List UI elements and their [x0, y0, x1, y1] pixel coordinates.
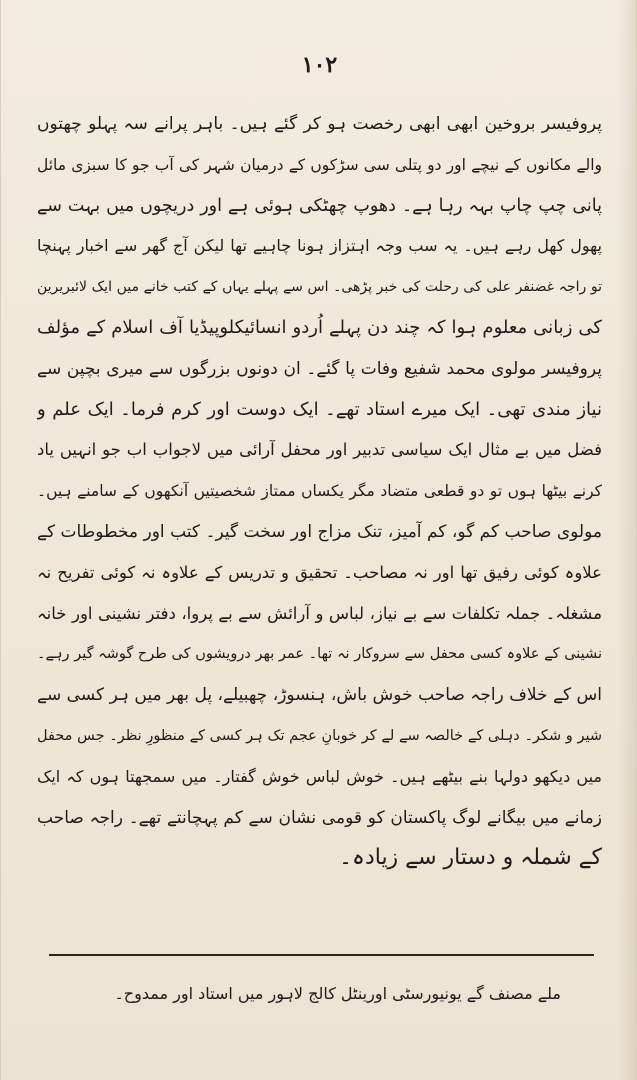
page-edge-shadow: [618, 0, 636, 1080]
text-line: پانی چپ چاپ بہہ رہا ہے۔ دھوپ چھٹکی ہوئی ہے اور دریچوں میں بہت سے: [37, 195, 602, 216]
text-line: زمانے میں بیگانے لوگ پاکستان کو قومی نشان سے کم پہچانتے تھے۔ راجہ صاحب: [37, 807, 602, 828]
footnote-divider: [49, 954, 594, 956]
page-number: ١٠٢: [301, 52, 338, 78]
text-line: نیاز مندی تھی۔ ایک میرے استاد تھے۔ ایک دوست اور کرم فرما۔ ایک علم و: [37, 398, 602, 420]
text-line: شیر و شکر۔ دہلی کے خالصہ سے لے کر خوبانِ عجم تک ہر کسی کے منظورِ نظر۔ جس محفل: [37, 727, 602, 744]
footnote: ملے مصنف گے یونیورسٹی اورینٹل کالج لاہور میں استاد اور ممدوح۔: [114, 984, 561, 1003]
text-line: پھول کھل رہے ہیں۔ یہ سب وجہ اہتزاز ہونا چاہیے تھا لیکن آج گھر سے اخبار پہنچا: [37, 236, 602, 256]
text-line: پروفیسر مولوی محمد شفیع وفات پا گئے۔ ان دونوں بزرگوں سے میری بچپن سے: [37, 358, 602, 379]
text-line: نشینی کے علاوہ کسی محفل سے سروکار نہ تھا۔ عمر بھر درویشوں کی طرح گوشہ گیر رہے۔: [37, 646, 602, 663]
text-line: میں دیکھو دولہا بنے بیٹھے ہیں۔ خوش لباس خوش گفتار۔ میں سمجھتا ہوں کہ ایک: [37, 766, 602, 786]
text-line: کرنے بیٹھا ہوں تو دو قطعی متضاد مگر یکساں ممتاز شخصیتیں آنکھوں کے سامنے ہیں۔: [37, 482, 602, 501]
text-line: اس کے خلاف راجہ صاحب خوش باش، ہنسوڑ، چھبیلے، پل بھر میں ہر کسی سے: [37, 685, 602, 706]
text-line: مولوی صاحب کم گو، کم آمیز، تنک مزاج اور سخت گیر۔ کتب اور مخطوطات کے: [37, 521, 602, 542]
text-line-last: کے شملہ و دستار سے زیادہ۔: [339, 845, 602, 871]
text-line: تو راجہ غضنفر علی کی رحلت کی خبر پڑھی۔ اس سے پہلے یہاں کے کتب خانے میں ایک لائبریرین: [37, 279, 602, 296]
text-line: فضل میں بے مثال ایک سیاسی تدبیر اور محفل آرائی میں لاجواب اب جو انہیں یاد: [37, 440, 602, 460]
text-line: کی زبانی معلوم ہوا کہ چند دن پہلے اُردو انسائیکلوپیڈیا آف اسلام کے مؤلف: [37, 316, 602, 338]
text-line: مشغلہ۔ جملہ تکلفات سے بے نیاز، لباس و آرائش سے بے پروا، دفتر نشینی اور خانہ: [37, 603, 602, 623]
text-line: علاوہ کوئی رفیق تھا اور نہ مصاحب۔ تحقیق و تدریس کے علاوہ نہ کوئی تفریح نہ: [37, 562, 602, 582]
text-line: پروفیسر بروخین ابھی ابھی رخصت ہو کر گئے ہیں۔ باہر پرانے سہ پہلو چھتوں: [37, 114, 602, 134]
text-line: والے مکانوں کے نیچے اور دو پتلی سی سڑکوں کے درمیان شہر کی آب جو کا سبزی مائل: [37, 155, 602, 174]
body-text: [37, 104, 602, 879]
